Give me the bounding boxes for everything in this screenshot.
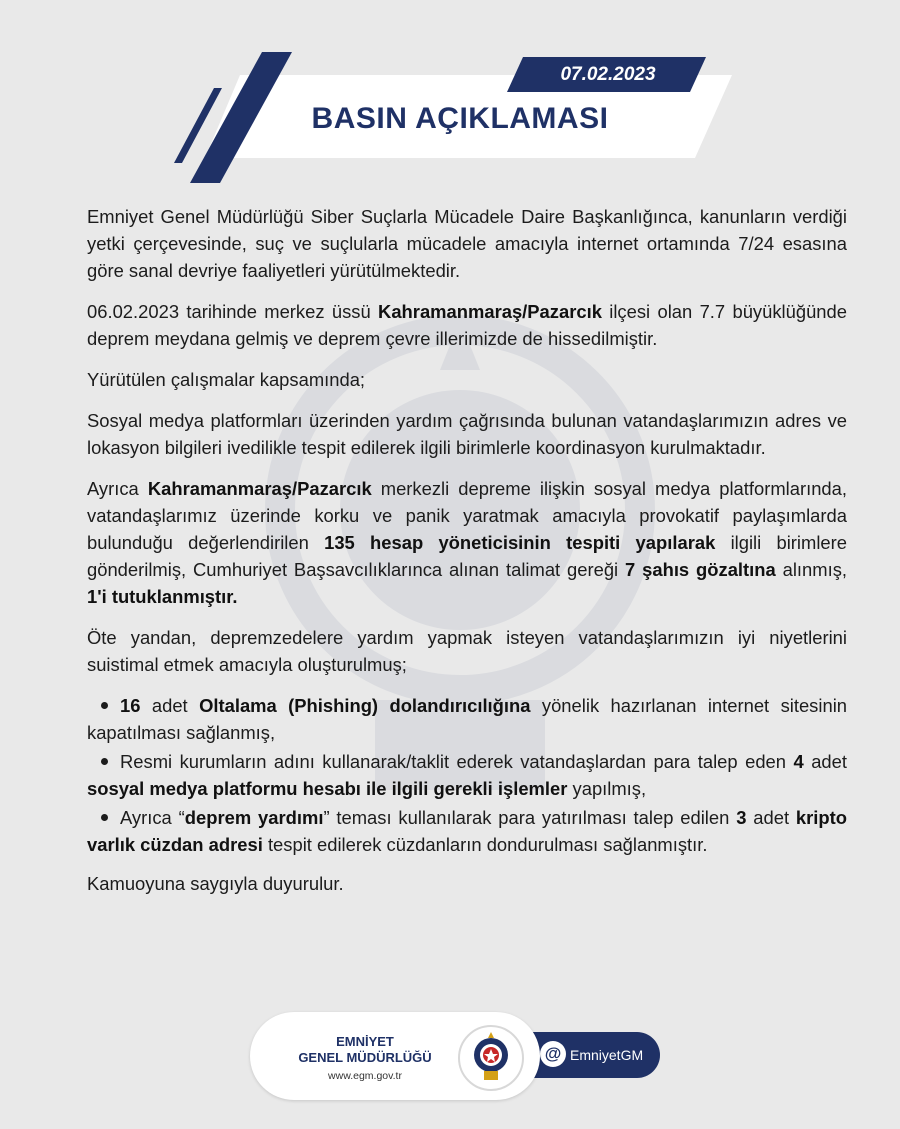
actions-list	[87, 692, 847, 858]
social-handle[interactable]: EmniyetGM	[570, 1047, 644, 1063]
organization-name-line2: GENEL MÜDÜRLÜĞÜ	[298, 1050, 432, 1065]
list-item-phishing: 16 adet Oltalama (Phishing) dolandırıcılığına yönelik hazırlanan internet sitesinin kapatılması sağlanmış,	[87, 695, 848, 743]
paragraph-provocation: Ayrıca Kahramanmaraş/Pazarcık merkezli depreme ilişkin sosyal medya platformlarında, vatandaşlarımız üzerinde korku ve panik yaratmak amacıyla provokatif paylaşımlarda bulunduğu değerlendirilen 135 hesap yöneticisinin tespiti yapılarak ilgili birimlere gönderilmiş, Cumhuriyet Başsavcılıklarınca alınan talimat gereği 7 şahıs gözaltına alınmış, 1'i tutuklanmıştır.	[87, 478, 848, 607]
press-release-header	[0, 0, 900, 200]
list-item-social-accounts: Resmi kurumların adını kullanarak/taklit ederek vatandaşlardan para talep eden 4 adet sosyal medya platformu hesabı ile ilgili gerekli işlemler yapılmış,	[87, 751, 848, 799]
bullet-icon	[101, 702, 108, 709]
paragraph-scope: Yürütülen çalışmalar kapsamında;	[87, 369, 366, 390]
bullet-icon	[101, 758, 108, 765]
footer-signature	[250, 1012, 670, 1102]
website-link[interactable]: www.egm.gov.tr	[328, 1070, 402, 1082]
police-emblem-icon	[460, 1027, 522, 1089]
paragraph-intro: Emniyet Genel Müdürlüğü Siber Suçlarla Mücadele Daire Başkanlığınca, kanunların verdiği yetki çerçevesinde, suç ve suçlularla mücadele amacıyla internet ortamında 7/24 esasına göre sanal devriye faaliyetleri yürütülmektedir.	[87, 206, 847, 281]
organization-name-line1: EMNİYET	[336, 1034, 394, 1049]
location-highlight: Kahramanmaraş/Pazarcık	[378, 301, 602, 322]
paragraph-misuse: Öte yandan, depremzedelere yardım yapmak isteyen vatandaşlarımızın iyi niyetlerini suistimal etmek amacıyla oluşturulmuş;	[87, 627, 847, 675]
logo-badge	[458, 1025, 524, 1091]
press-release-body	[87, 203, 847, 897]
release-date: 07.02.2023	[560, 64, 656, 85]
list-item-crypto-wallets: Ayrıca “deprem yardımı” teması kullanılarak para yatırılması talep edilen 3 adet kripto varlık cüzdan adresi tespit edilerek cüzdanların dondurulması sağlanmıştır.	[87, 807, 847, 855]
at-icon: @	[540, 1041, 566, 1067]
bullet-icon	[101, 814, 108, 821]
social-handle-badge[interactable]	[530, 1032, 660, 1078]
paragraph-earthquake: 06.02.2023 tarihinde merkez üssü Kahramanmaraş/Pazarcık ilçesi olan 7.7 büyüklüğünde deprem meydana gelmiş ve deprem çevre illerimizde de hissedilmiştir.	[87, 301, 847, 349]
organization-card	[250, 1012, 540, 1100]
paragraph-coordination: Sosyal medya platformları üzerinden yardım çağrısında bulunan vatandaşlarımızın adres ve lokasyon bilgileri ivedilikle tespit edilerek ilgili birimlerle koordinasyon kurulmaktadır.	[87, 410, 847, 458]
closing-line: Kamuoyuna saygıyla duyurulur.	[87, 873, 344, 894]
page-title: BASIN AÇIKLAMASI	[311, 102, 609, 135]
